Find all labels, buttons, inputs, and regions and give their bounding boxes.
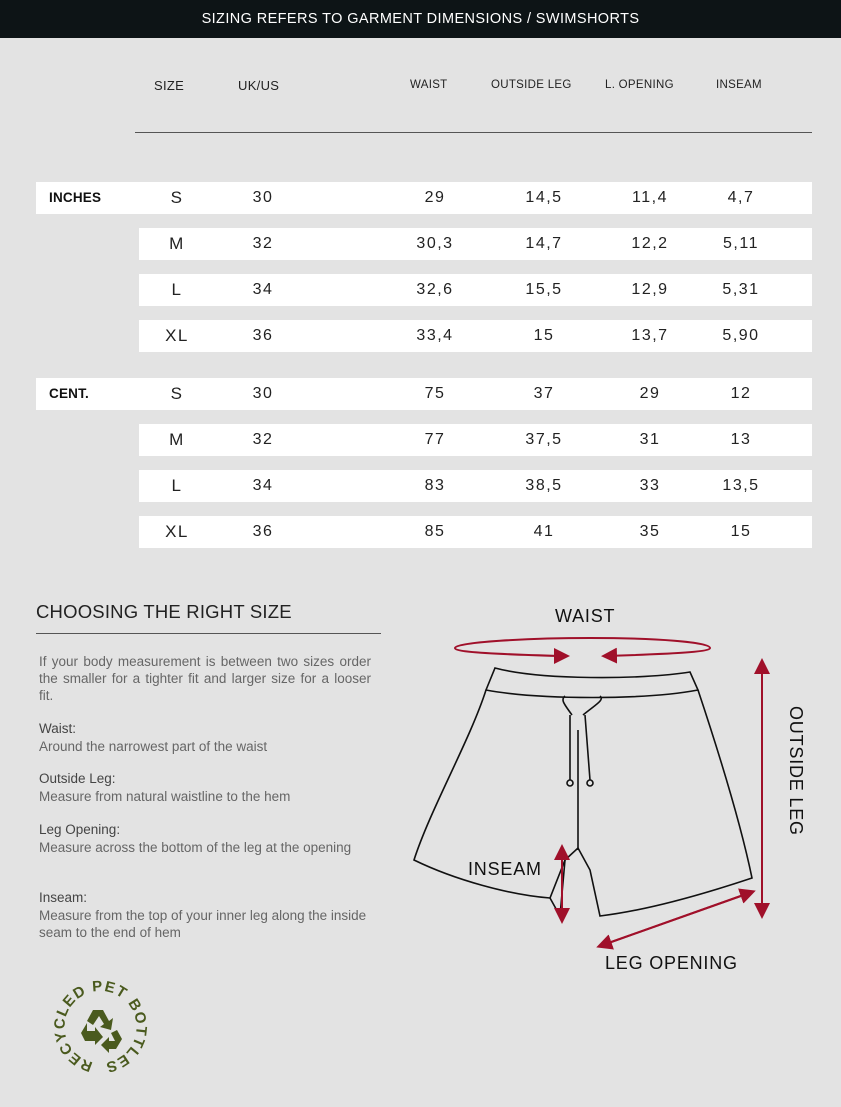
table-cell: 37,5: [525, 431, 563, 448]
table-cell: XL: [165, 326, 189, 345]
page-header: SIZING REFERS TO GARMENT DIMENSIONS / SWIMSHORTS: [0, 0, 841, 38]
table-cell: 14,7: [525, 235, 563, 252]
table-cell: XL: [165, 522, 189, 541]
diagram-label-leg-opening: LEG OPENING: [605, 953, 738, 973]
table-cell: 13: [730, 431, 752, 448]
table-cell: 13,5: [722, 477, 760, 494]
table-cell: 34: [252, 477, 274, 494]
guide-leg-opening-label: Leg Opening:: [39, 822, 121, 837]
column-header-leg-opening: L. OPENING: [605, 79, 674, 91]
column-header-size: SIZE: [154, 78, 185, 93]
table-cell: 34: [252, 281, 274, 298]
shorts-diagram: [400, 630, 780, 960]
table-row: [139, 274, 812, 306]
diagram-label-waist: WAIST: [555, 606, 616, 626]
table-cell: 33: [639, 477, 661, 494]
table-cell: 12: [730, 385, 752, 402]
table-cell: 12,2: [631, 235, 669, 252]
table-row: [139, 424, 812, 456]
table-cell: 38,5: [525, 477, 563, 494]
guide-waist-label: Waist:: [39, 721, 76, 736]
table-row: [36, 378, 812, 410]
table-cell: 15,5: [525, 281, 563, 298]
table-cell: 30: [252, 189, 274, 206]
table-cell: 29: [639, 385, 661, 402]
table-cell: 83: [424, 477, 446, 494]
column-header-ukus: UK/US: [238, 78, 280, 93]
table-cell: 5,11: [723, 235, 759, 252]
table-cell: 4,7: [727, 189, 755, 206]
table-cell: 5,31: [722, 281, 760, 298]
guide-leg-opening-desc: Measure across the bottom of the leg at the opening: [39, 840, 352, 855]
diagram-label-inseam: INSEAM: [468, 859, 542, 879]
guide-outside-leg-desc: Measure from natural waistline to the hem: [39, 789, 291, 804]
table-cell: 37: [533, 385, 555, 402]
table-cell: 33,4: [416, 327, 454, 344]
table-cell: 30,3: [416, 235, 454, 252]
table-cell: 15: [730, 523, 752, 540]
table-cell: 32: [252, 431, 274, 448]
table-cell: 36: [252, 523, 274, 540]
table-cell: 12,9: [631, 281, 669, 298]
guide-outside-leg-label: Outside Leg:: [39, 771, 116, 786]
table-cell: 31: [639, 431, 661, 448]
guide-intro: If your body measurement is between two sizes order the smaller for a tighter fit and larger size for a looser fit.: [39, 654, 371, 703]
table-row: [139, 516, 812, 548]
column-header-outside-leg: OUTSIDE LEG: [491, 79, 572, 91]
table-cell: 14,5: [525, 189, 563, 206]
guide-inseam-desc: Measure from the top of your inner leg along the inside seam to the end of hem: [39, 908, 367, 940]
table-cell: 5,90: [722, 327, 760, 344]
table-cell: 85: [424, 523, 446, 540]
table-cell: 35: [639, 523, 661, 540]
table-cell: M: [169, 234, 185, 253]
table-cell: S: [170, 188, 184, 207]
diagram-label-outside-leg: OUTSIDE LEG: [786, 706, 806, 836]
table-cell: 32,6: [416, 281, 454, 298]
table-cell: 15: [533, 327, 555, 344]
unit-label: INCHES: [49, 190, 102, 205]
badge-text: RECYCLED PET BOTTLES: [51, 977, 150, 1075]
table-cell: 11,4: [632, 189, 668, 206]
guide-title: CHOOSING THE RIGHT SIZE: [36, 601, 292, 622]
unit-label: CENT.: [49, 386, 90, 401]
guide-inseam-label: Inseam:: [39, 890, 88, 905]
table-cell: M: [169, 430, 185, 449]
table-row: [139, 470, 812, 502]
table-cell: L: [171, 280, 183, 299]
table-row: [139, 320, 812, 352]
table-cell: 77: [424, 431, 446, 448]
table-cell: 36: [252, 327, 274, 344]
recycled-badge: [45, 975, 155, 1075]
guide-divider: [36, 633, 381, 634]
table-cell: L: [171, 476, 183, 495]
table-cell: 75: [424, 385, 446, 402]
shorts-icon: [414, 668, 752, 916]
recycle-icon: [81, 1010, 122, 1053]
table-row: [139, 228, 812, 260]
table-cell: 41: [533, 523, 555, 540]
table-cell: 13,7: [631, 327, 669, 344]
waist-arrow: [455, 638, 710, 656]
guide-waist-desc: Around the narrowest part of the waist: [39, 739, 268, 754]
column-header-waist: WAIST: [410, 79, 448, 91]
table-cell: 30: [252, 385, 274, 402]
table-cell: S: [170, 384, 184, 403]
table-cell: 32: [252, 235, 274, 252]
header-divider: [135, 132, 812, 133]
table-row: [36, 182, 812, 214]
table-cell: 29: [424, 189, 446, 206]
column-header-inseam: INSEAM: [716, 79, 762, 91]
